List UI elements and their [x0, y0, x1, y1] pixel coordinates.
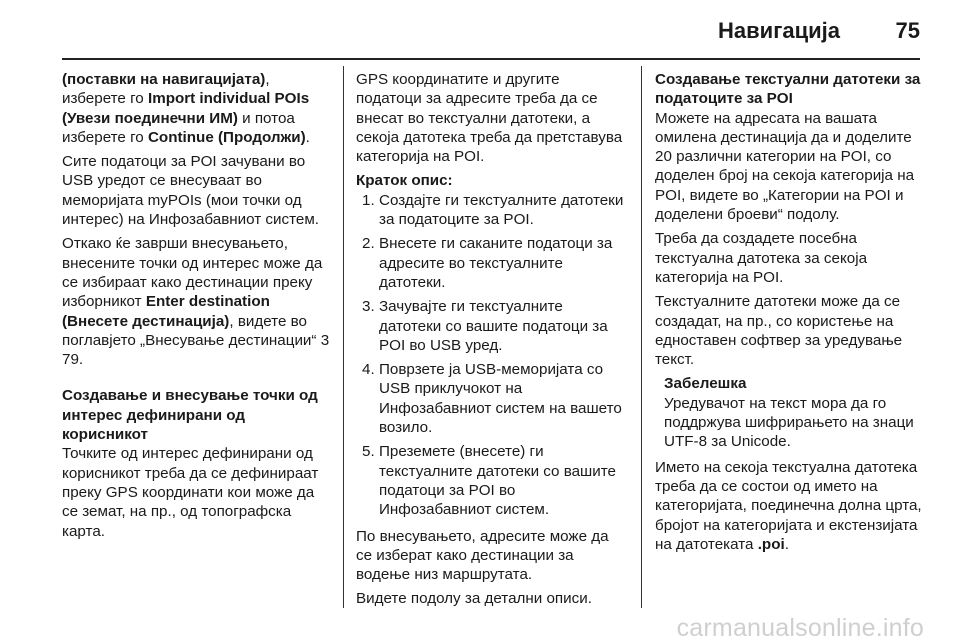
- text: ,: [265, 71, 270, 88]
- list-item: [356, 191, 624, 230]
- text: Името на секоја текстуална датотека треба да се состои од името на категоријата, поединечна долна црта, бројот на категоријата и екстензијата на датотеката: [655, 458, 922, 553]
- paragraph: Треба да создадете посебна текстуална датотека за секоја категорија на POI.: [655, 230, 868, 286]
- column-divider: [641, 66, 642, 608]
- paragraph: Точките од интерес дефинирани од корисникот треба да се дефинираат преку GPS координати кои може да се земат, на пр., од топографска карта.: [62, 445, 319, 540]
- paragraph: По внесувањето, адресите може да се изберат како дестинации за водење низ маршрутата.: [356, 527, 609, 584]
- step-text: Внесете ги саканите податоци за адресите во текстуалните датотеки.: [379, 235, 613, 291]
- section-heading: Создавање и внесување точки од интерес дефинирани од корисникот: [62, 387, 318, 444]
- step-text: Поврзете ја USB-меморијата со USB приклучокот на Инфозабавниот систем на вашето возило.: [379, 361, 622, 437]
- paragraph: Видете подолу за детални описи.: [356, 590, 592, 608]
- column-left: [62, 70, 330, 546]
- column-divider: [343, 66, 344, 608]
- text: , видете во поглавјето „Внесување дестинации“: [62, 312, 321, 349]
- step-text: Преземете (внесете) ги текстуалните датотеки со вашите податоци за POI во Инфозабавниот систем.: [379, 443, 616, 519]
- list-item: [356, 234, 624, 292]
- paragraph: [62, 234, 330, 369]
- page-reference: 79.: [62, 351, 84, 369]
- note-heading: Забелешка: [664, 375, 747, 393]
- watermark-text: carmanualsonline.info: [676, 614, 924, 642]
- step-number: 5.: [362, 443, 375, 461]
- section-heading: Создавање текстуални датотеки за податоците за POI: [655, 71, 921, 108]
- page-reference-icon: 3: [320, 331, 330, 349]
- page-header: [0, 0, 960, 62]
- list-item: [356, 360, 624, 437]
- paragraph: Сите податоци за POI зачувани во USB уредот се внесуваат во меморијата myPOIs (мои точки од интерес) на Инфозабавниот систем.: [62, 153, 319, 229]
- text: Откако ќе заврши внесувањето, внесените точки од интерес може да се избираат како дестинации преку изборникот: [62, 235, 323, 311]
- column-middle: [356, 70, 624, 614]
- menu-reference: Enter destination (Внесете дестинација): [62, 293, 270, 330]
- page-number: 75: [895, 18, 920, 43]
- menu-reference: (поставки на навигацијата): [62, 71, 266, 88]
- column-right: [655, 70, 923, 559]
- menu-reference: Continue (Продолжи): [147, 128, 306, 146]
- text: .: [305, 128, 310, 146]
- paragraph: GPS координатите и другите податоци за адресите треба да се внесат во текстуални датотеки, а секоја датотека треба да претставува категорија на POI.: [356, 71, 623, 166]
- summary-heading: Краток опис:: [356, 172, 453, 190]
- page-title: Навигација: [718, 18, 840, 43]
- list-item: [356, 442, 624, 519]
- step-number: 1.: [362, 191, 375, 209]
- text: .: [784, 535, 789, 553]
- paragraph: Текстуалните датотеки може да се создадат, на пр., со користење на едноставен софтвер за уредување текст.: [655, 293, 903, 369]
- paragraph: [62, 70, 330, 147]
- list-item: [356, 297, 624, 355]
- step-number: 4.: [362, 361, 375, 379]
- step-number: 3.: [362, 298, 375, 316]
- text: изберете го: [62, 90, 148, 108]
- note-box: [655, 374, 923, 451]
- text: и потоа изберете го: [62, 109, 295, 146]
- step-text: Создајте ги текстуалните датотеки за податоците за POI.: [379, 191, 624, 229]
- paragraph: Можете на адресата на вашата омилена дестинација да и доделите 20 различни категории на POI, со доделен број на секоја категорија на POI, видете во „Категории на POI и доделени броеви“ подолу.: [655, 109, 915, 224]
- menu-reference: Import individual POIs (Увези поединечни ИМ): [62, 90, 310, 127]
- header-rule: [62, 58, 920, 60]
- step-text: Зачувајте ги текстуалните датотеки со вашите податоци за POI во USB уред.: [379, 298, 608, 354]
- note-text: Уредувачот на текст мора да го поддржува шифрирањето на знаци UTF-8 за Unicode.: [664, 394, 914, 451]
- file-extension: .poi: [757, 535, 785, 553]
- paragraph: [655, 458, 923, 554]
- steps-list: [356, 191, 624, 520]
- step-number: 2.: [362, 235, 375, 253]
